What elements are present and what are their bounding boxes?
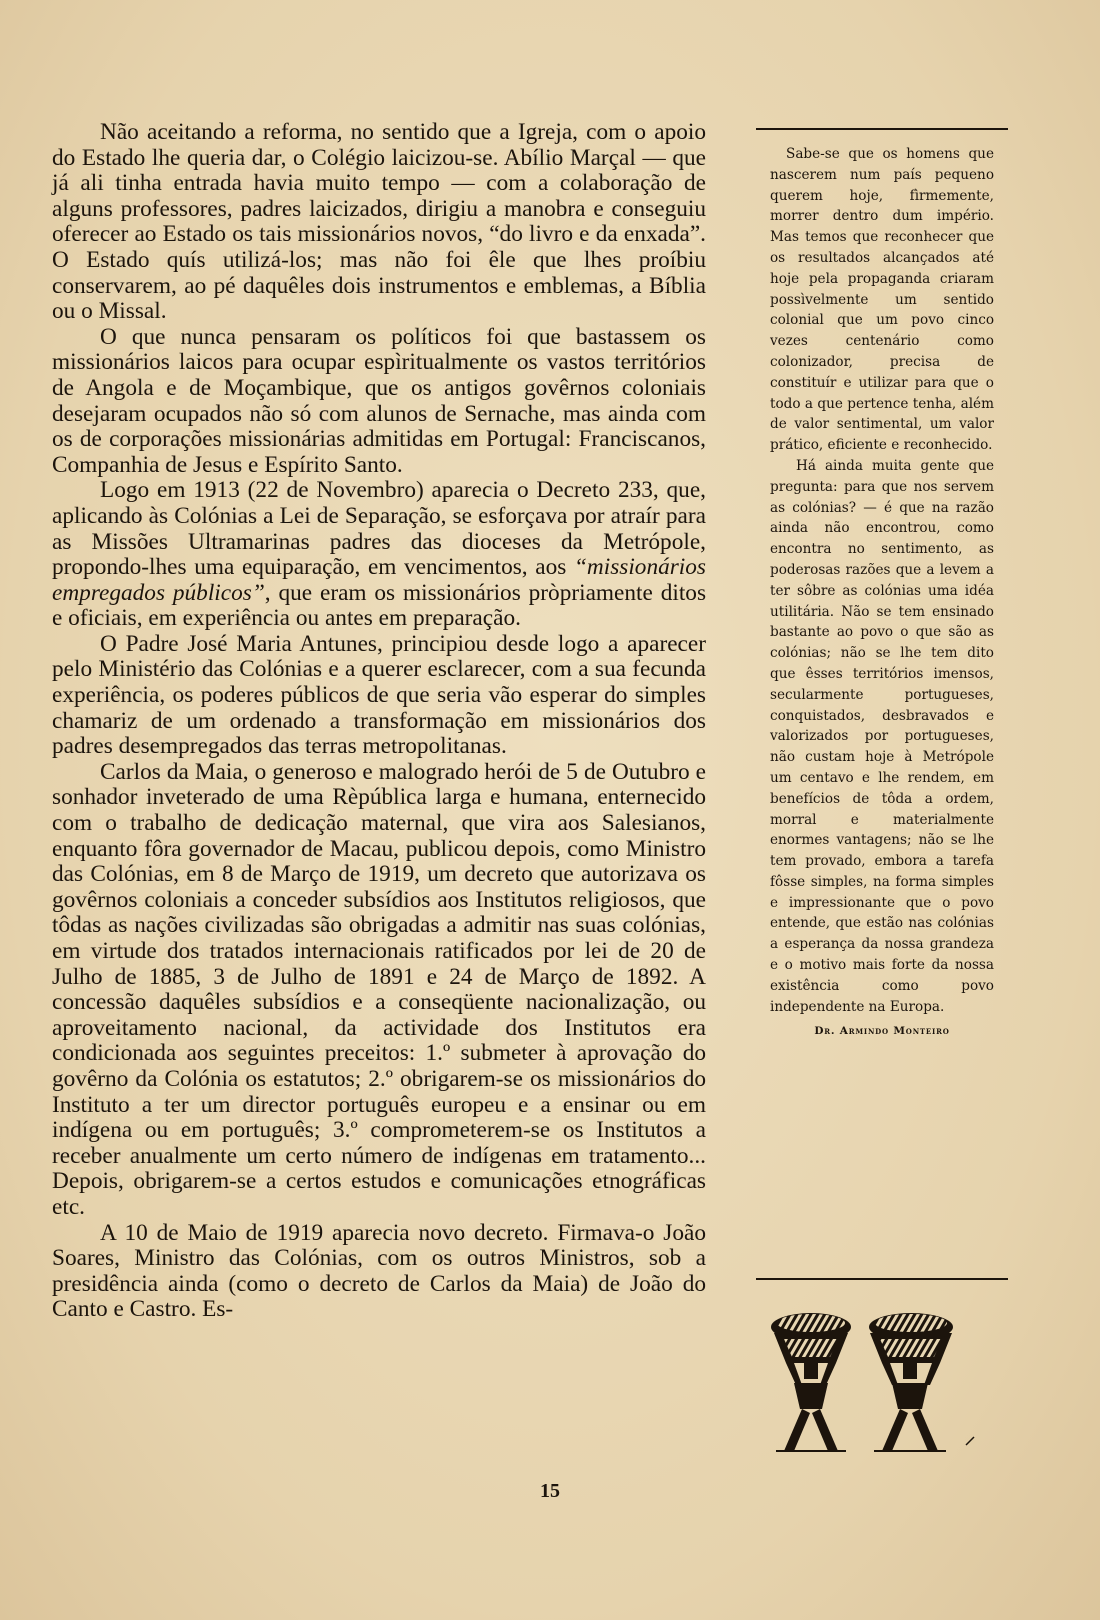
paragraph: Não aceitando a reforma, no sentido que a Igreja, com o apoio do Estado lhe queria dar, o Colégio laicizou-se. Abílio Marçal — que já ali tinha entrada havia muito tempo — com a colaboração de alguns professores, padres laicizados, dirigiu a manobra e conseguiu oferecer ao Estado os tais missionários novos, “do livro e da enxada”. O Estado quís utilizá-los; mas não foi êle que lhes proíbiu conservarem, ao pé daquêles dois instrumentos e emblemas, a Bíblia ou o Missal. <box>52 119 706 325</box>
main-article-column <box>52 120 706 1323</box>
sidebar-author: Dr. Armindo Monteiro <box>814 1025 950 1038</box>
woodcut-figures-carrying-baskets-illustration <box>766 1305 1002 1455</box>
paragraph: O que nunca pensaram os políticos foi que bastassem os missionários laicos para ocupar espìritualmente os vastos territórios de Angola e de Moçambique, que os antigos govêrnos coloniais desejaram ocupados não só com alunos de Sernache, mas ainda com os de corporações missionárias admitidas em Portugal: Franciscanos, Companhia de Jesus e Espírito Santo. <box>52 323 706 478</box>
italic-quote: “missionários empregados públicos” <box>52 554 706 606</box>
paragraph: Carlos da Maia, o generoso e malogrado herói de 5 de Outubro e sonhador inveterado de uma Rèpública larga e humana, enternecido com o trabalho de dedicação maternal, que vira aos Salesianos, enquanto fôra governador de Macau, publicou depois, como Ministro das Colónias, em 8 de Março de 1919, um decreto que autorizava os govêrnos coloniais a conceder subsídios aos Institutos religiosos, que tôdas as nações civilizadas são obrigadas a admitir nas suas colónias, em virtude dos tratados internacionais ratificados por lei de 20 de Julho de 1885, 3 de Julho de 1891 e 24 de Março de 1892. A concessão daquêles subsídios e a conseqüente nacionalização, ou aproveitamento nacional, da actividade dos Institutos era condicionada aos seguintes preceitos: 1.º submeter à aprovação do govêrno da Colónia os estatutos; 2.º obrigarem-se os missionários do Instituto a ter um director português europeu e a ensinar ou em indígena ou em português; 3.º comprometerem-se os Institutos a receber anualmente um certo número de indígenas em tratamento... Depois, obrigarem-se a certos estudos e comunicações etnográficas etc. <box>52 758 706 1220</box>
sidebar-text <box>770 144 994 1017</box>
paragraph: A 10 de Maio de 1919 aparecia novo decreto. Firmava-o João Soares, Ministro das Colónias, com os outros Ministros, sob a presidência ainda (como o decreto de Carlos da Maia) de João do Canto e Castro. Es- <box>52 1219 706 1323</box>
sidebar-quote-box <box>756 128 1008 1280</box>
sidebar-paragraph: Sabe-se que os homens que nascerem num país pequeno querem hoje, fìrmemente, morrer dentro dum império. Mas temos que reconhecer que os resultados alcançados até hoje pela propaganda criaram possìvelmente um sentido colonial que um povo cinco vezes centenário como colonizador, precisa de constituír e utilizar para que o todo a que pertence tenha, além de valor sentimental, um valor prático, eficiente e reconhecido. <box>770 146 994 454</box>
paragraph-with-italic <box>52 478 706 632</box>
paragraph-start: Logo em 1913 (22 de Novembro) aparecia o Decreto 233, que, aplicando às Colónias a Lei de Separação, se esforçava por atraír para as Missões Ultramarinas padres das dioceses da Metrópole, propondo-lhes uma equiparação, em vencimentos, aos <box>52 477 706 581</box>
sidebar-paragraph: Há ainda muita gente que pregunta: para que nos servem as colónias? — é que na razão ainda não encontrou, como encontra no sentimento, as poderosas razões que a levem a ter sôbre as colónias uma idéa utilitária. Não se tem ensinado bastante ao povo o que são as colónias; não se lhe tem dito que êsses territórios imensos, secularmente portugueses, conquistados, desbravados e valorizados por portugueses, não custam hoje à Metrópole um centavo e lhe rendem, em benefícios de tôda a ordem, morral e materialmente enormes vantagens; não se lhe tem provado, embora a tarefa fôsse simples, na forma simples e impressionante que o povo entende, que estão nas colónias a esperança da nossa grandeza e o motivo mais forte da nossa existência como povo independente na Europa. <box>770 457 994 1015</box>
paragraph: O Padre José Maria Antunes, principiou desde logo a aparecer pelo Ministério das Colónias e a querer esclarecer, com a sua fecunda experiência, os poderes públicos de que seria vão esperar do simples chamariz de um ordenado a transformação em missionários dos padres desempregados das terras metropolitanas. <box>52 630 706 760</box>
page-number: 15 <box>540 1480 560 1502</box>
paragraph-end: , que eram os missionários pròpriamente ditos e oficiais, em experiência ou antes em preparação. <box>52 579 707 632</box>
